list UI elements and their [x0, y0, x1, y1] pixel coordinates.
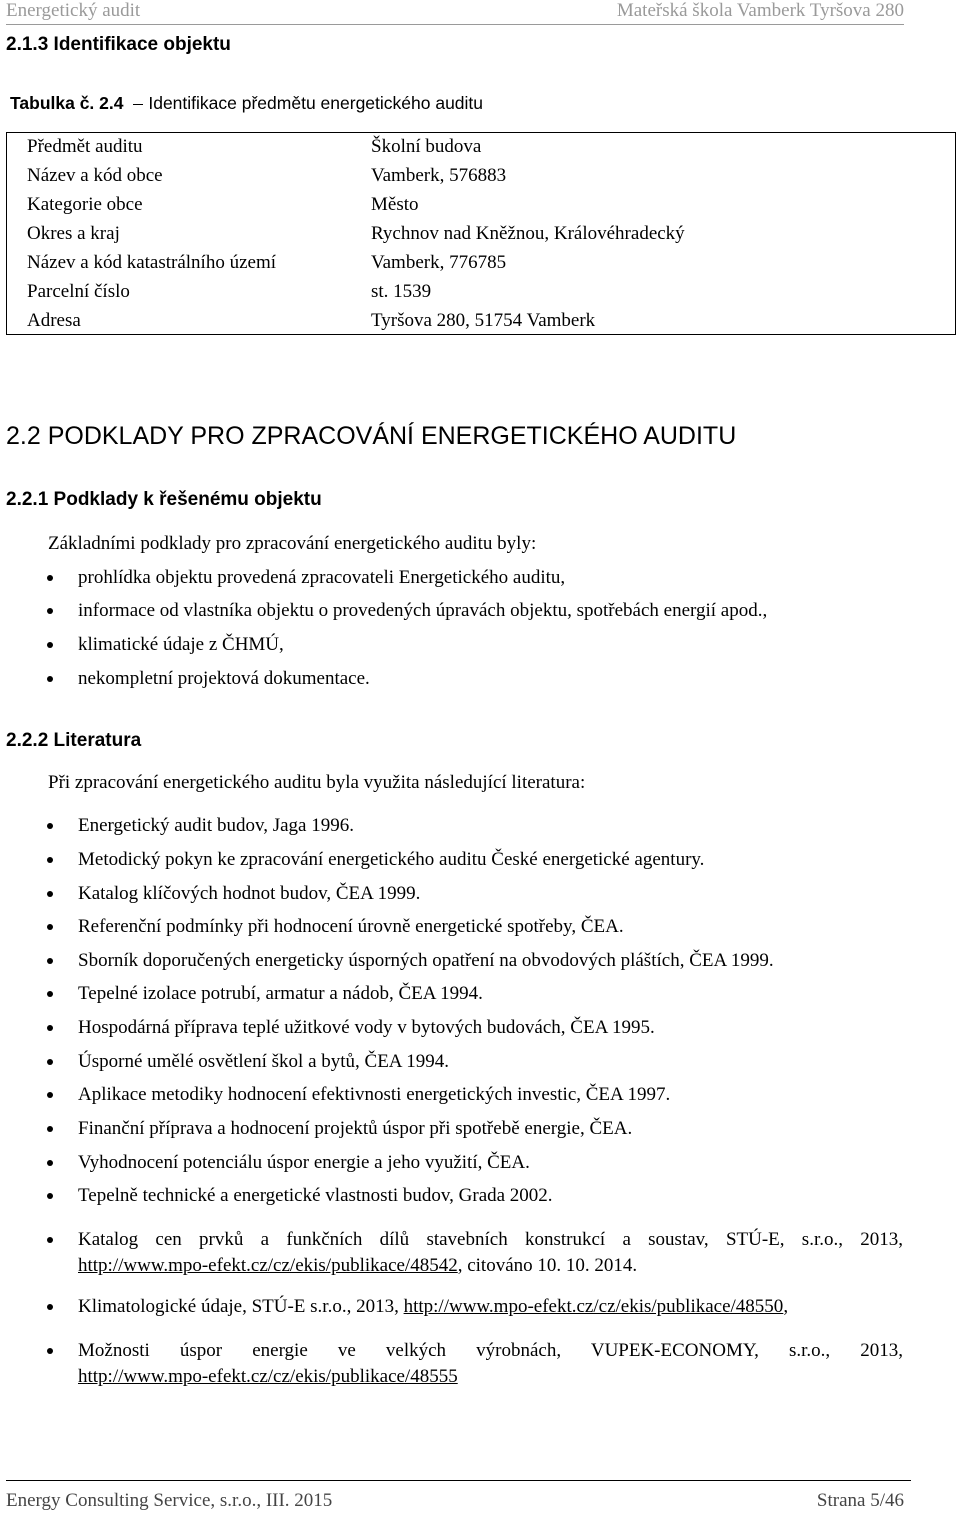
- list-item-text: Katalog cen prvků a funkčních dílů stavebních konstrukcí a soustav, STÚ-E, s.r.o., 2013,: [78, 1229, 903, 1250]
- caption-dash: [133, 104, 143, 105]
- row-label: Název a kód obce: [27, 165, 163, 186]
- list-item-text: Hospodárná příprava teplé užitkové vody v bytových budovách, ČEA 1995.: [78, 1017, 655, 1038]
- table-caption: [10, 93, 483, 114]
- bullet-icon: [47, 924, 53, 930]
- row-label: Parcelní číslo: [27, 281, 130, 302]
- section-heading-2-2-2: 2.2.2 Literatura: [6, 730, 142, 751]
- section-intro: Základními podklady pro zpracování energetického auditu byly:: [48, 533, 537, 554]
- list-item-text: Možnosti úspor energie ve velkých výrobnách, VUPEK-ECONOMY, s.r.o., 2013,: [78, 1340, 903, 1361]
- katalog-link[interactable]: http://www.mpo-efekt.cz/cz/ekis/publikace/48542: [78, 1255, 458, 1276]
- list-item-tail: ,: [783, 1296, 789, 1317]
- list-item-tail: , citováno 10. 10. 2014.: [457, 1255, 638, 1276]
- list-item-text: prohlídka objektu provedená zpracovateli Energetického auditu,: [78, 567, 566, 588]
- section-heading-2-2-1: 2.2.1 Podklady k řešenému objektu: [6, 489, 322, 510]
- list-item-text: Tepelné izolace potrubí, armatur a nádob, ČEA 1994.: [78, 983, 483, 1004]
- klima-link[interactable]: http://www.mpo-efekt.cz/cz/ekis/publikace/48550: [403, 1296, 784, 1317]
- list-item-text: [78, 1296, 788, 1318]
- table-caption-number: Tabulka č. 2.4: [10, 93, 124, 113]
- table-caption-text: Identifikace předmětu energetického auditu: [148, 93, 484, 113]
- bullet-icon: [47, 991, 53, 997]
- list-item-text: informace od vlastníka objektu o provedených úpravách objektu, spotřebách energií apod.,: [78, 600, 768, 621]
- moznosti-link[interactable]: http://www.mpo-efekt.cz/cz/ekis/publikace/48555: [78, 1366, 458, 1387]
- row-label: Předmět auditu: [27, 136, 143, 157]
- bullet-icon: [47, 1160, 53, 1166]
- row-value: Školní budova: [371, 136, 482, 157]
- bullet-icon: [47, 1092, 53, 1098]
- list-item-text: Energetický audit budov, Jaga 1996.: [78, 815, 354, 836]
- row-label: Okres a kraj: [27, 223, 120, 244]
- list-item-lead: Klimatologické údaje, STÚ-E s.r.o., 2013,: [78, 1296, 404, 1317]
- bullet-icon: [47, 1025, 53, 1031]
- list-item-text: Finanční příprava a hodnocení projektů úspor při spotřebě energie, ČEA.: [78, 1118, 633, 1139]
- bullet-icon: [47, 1059, 53, 1065]
- row-value: Rychnov nad Kněžnou, Královéhradecký: [371, 223, 685, 244]
- bullet-icon: [47, 1193, 53, 1199]
- row-value: Město: [371, 194, 419, 215]
- bullet-icon: [47, 1304, 53, 1310]
- footer-divider: [6, 1480, 911, 1481]
- bullet-icon: [47, 1126, 53, 1132]
- list-item-text: [78, 1366, 458, 1388]
- header-divider: [6, 24, 904, 25]
- bullet-icon: [47, 823, 53, 829]
- identification-table: [6, 132, 956, 335]
- section-heading-2-2: 2.2 PODKLADY PRO ZPRACOVÁNÍ ENERGETICKÉHO AUDITU: [6, 422, 737, 450]
- bullet-icon: [47, 1348, 53, 1354]
- row-value: Vamberk, 776785: [371, 252, 507, 273]
- list-item-text: Referenční podmínky při hodnocení úrovně energetické spotřeby, ČEA.: [78, 916, 624, 937]
- list-item-text: Aplikace metodiky hodnocení efektivnosti energetických investic, ČEA 1997.: [78, 1084, 671, 1105]
- footer-page-number: Strana 5/46: [816, 1490, 904, 1511]
- footer-company: Energy Consulting Service, s.r.o., III. 2015: [6, 1490, 333, 1511]
- row-label: Název a kód katastrálního území: [27, 252, 277, 273]
- list-item-text: Katalog klíčových hodnot budov, ČEA 1999.: [78, 883, 421, 904]
- list-item-text: Úsporné umělé osvětlení škol a bytů, ČEA 1994.: [78, 1051, 449, 1072]
- running-header-right: Mateřská škola Vamberk Tyršova 280: [616, 0, 904, 21]
- bullet-icon: [47, 608, 53, 614]
- list-item-text: klimatické údaje z ČHMÚ,: [78, 634, 284, 655]
- bullet-icon: [47, 1237, 53, 1243]
- list-item-text: nekompletní projektová dokumentace.: [78, 668, 370, 689]
- bullet-icon: [47, 642, 53, 648]
- list-item-text: Metodický pokyn ke zpracování energetického auditu České energetické agentury.: [78, 849, 705, 870]
- row-value: st. 1539: [371, 281, 432, 302]
- row-value: Vamberk, 576883: [371, 165, 507, 186]
- row-label: Adresa: [27, 310, 81, 331]
- list-item-text: Tepelně technické a energetické vlastnosti budov, Grada 2002.: [78, 1185, 553, 1206]
- running-header-left: Energetický audit: [6, 0, 141, 21]
- row-value: Tyršova 280, 51754 Vamberk: [371, 310, 596, 331]
- list-item-text: [78, 1255, 637, 1277]
- bullet-icon: [47, 575, 53, 581]
- bullet-icon: [47, 958, 53, 964]
- bullet-icon: [47, 676, 53, 682]
- section-intro: Při zpracování energetického auditu byla využita následující literatura:: [48, 772, 586, 793]
- section-heading-2-1-3: 2.1.3 Identifikace objektu: [6, 34, 231, 55]
- list-item-text: Vyhodnocení potenciálu úspor energie a jeho využití, ČEA.: [78, 1152, 530, 1173]
- list-item-text: Sborník doporučených energeticky úsporných opatření na obvodových pláštích, ČEA 1999.: [78, 950, 774, 971]
- bullet-icon: [47, 891, 53, 897]
- bullet-icon: [47, 857, 53, 863]
- row-label: Kategorie obce: [27, 194, 143, 215]
